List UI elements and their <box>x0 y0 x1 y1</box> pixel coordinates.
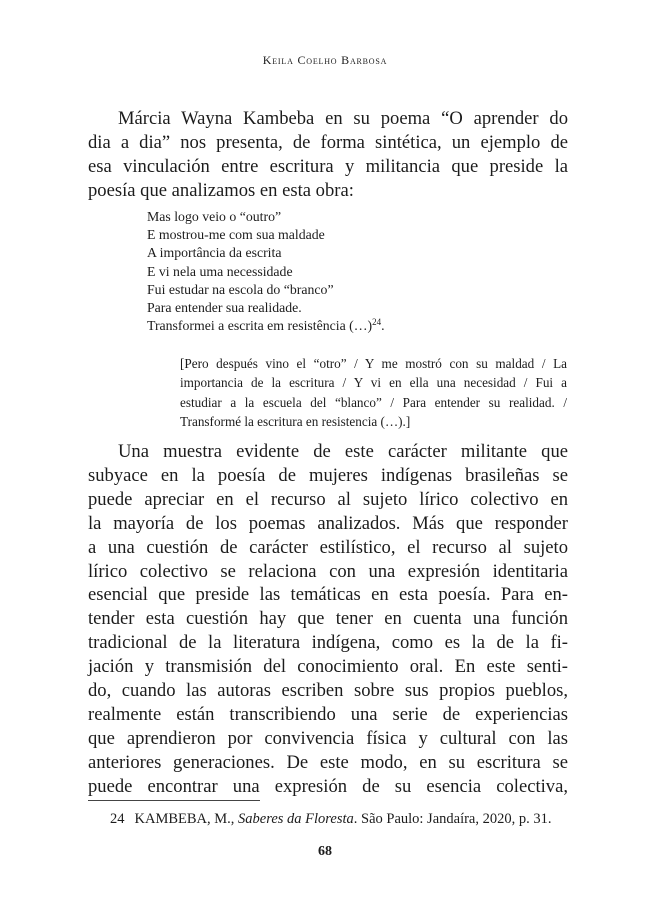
footnote-title: Saberes da Floresta <box>238 811 354 827</box>
poem-translation <box>180 354 567 432</box>
intro-paragraph <box>88 107 568 203</box>
footnote-divider <box>88 800 260 801</box>
paragraph-line: dia a dia” nos presenta, de forma sintética, un ejemplo de <box>88 131 568 153</box>
paragraph-line: puede apreciar en el recurso al sujeto lírico colectivo en <box>88 488 568 510</box>
paragraph-line: tender esta cuestión hay que tener en cuenta una función <box>88 608 568 630</box>
footnote-reference[interactable]: 24 <box>372 317 382 328</box>
translation-line: importancia de la escritura / Y vi en ella una necesidad / Fui a <box>180 375 567 391</box>
paragraph-line: subyace en la poesía de mujeres indígenas brasileñas se <box>88 464 568 486</box>
translation-line: [Pero después vino el “otro” / Y me mostró con su maldad / La <box>180 356 567 371</box>
poem-verse: E mostrou-me com sua maldade <box>147 227 325 243</box>
poem-verse: Fui estudar na escola do “branco” <box>147 281 334 297</box>
footnote-publication: . São Paulo: Jandaíra, 2020, p. 31. <box>353 811 552 827</box>
paragraph-line: anteriores generaciones. De este modo, en su escritura se <box>88 751 568 773</box>
paragraph-line: que aprendieron por convivencia física y cultural con las <box>88 727 568 749</box>
poem-verse: Mas logo veio o “outro” <box>147 209 282 224</box>
footnote-number: 24 <box>110 811 125 827</box>
paragraph-line: a una cuestión de carácter estilístico, el recurso al sujeto <box>88 536 568 558</box>
running-head: Keila Coelho Barbosa <box>262 53 388 67</box>
paragraph-line: esa vinculación entre escritura y militancia que preside la <box>88 155 568 177</box>
paragraph-line: esencial que preside las temáticas en esta poesía. Para en- <box>88 584 568 606</box>
paragraph-line: la mayoría de los poemas analizados. Más que responder <box>88 512 568 534</box>
poem-verse: A importância da escrita <box>147 245 282 261</box>
paragraph-line: realmente están transcribiendo una serie de experiencias <box>88 703 568 725</box>
footnote-author: KAMBEBA, M., <box>134 811 239 827</box>
footnote <box>110 810 552 828</box>
paragraph-line: do, cuando las autoras escriben sobre sus propios pueblos, <box>88 680 568 702</box>
main-paragraph <box>88 440 568 799</box>
translation-line: Transformé la escritura en resistencia (…).] <box>180 414 411 430</box>
poem-verse-last <box>147 317 385 335</box>
paragraph-line: puede encontrar una expresión de su esencia colectiva, <box>88 775 568 797</box>
paragraph-line: poesía que analizamos en esta obra: <box>88 179 354 201</box>
paragraph-line: Márcia Wayna Kambeba en su poema “O aprender do <box>118 108 568 129</box>
paragraph-line: jación y transmisión del conocimiento oral. En este senti- <box>88 656 568 678</box>
paragraph-line: lírico colectivo se relaciona con una expresión identitaria <box>88 560 568 582</box>
poem-verse-end: . <box>381 318 385 334</box>
paragraph-line: tradicional de la literatura indígena, como es la de la fi- <box>88 632 568 654</box>
poem-verse: E vi nela uma necessidade <box>147 263 293 279</box>
paragraph-line: Una muestra evidente de este carácter militante que <box>118 441 568 462</box>
translation-line: estudiar a la escuela del “blanco” / Para entender su realidad. / <box>180 394 567 410</box>
page-number: 68 <box>318 844 332 859</box>
poem-verse: Para entender sua realidade. <box>147 300 302 316</box>
poem-verse-text: Transformei a escrita em resistência (…) <box>147 318 373 334</box>
poem-quote <box>147 208 385 335</box>
